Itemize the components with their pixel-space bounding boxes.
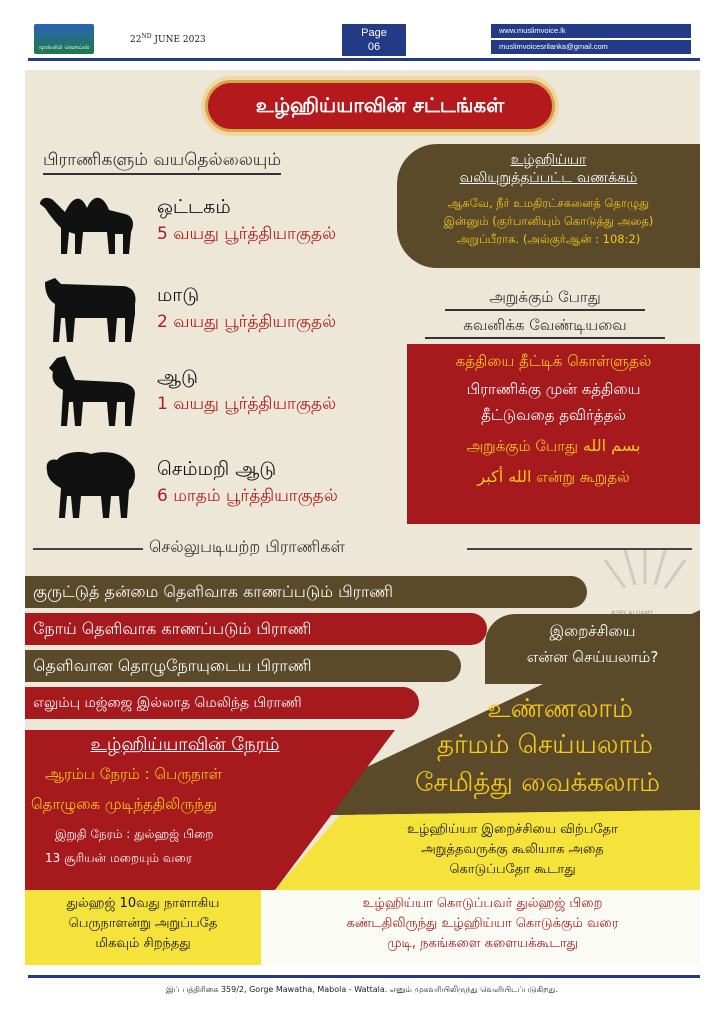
slaughter-line-5 [407,467,700,488]
newspaper-logo [34,24,94,54]
divider-left [33,548,143,550]
arabic-bismillah: بسم الله [582,436,641,455]
page-number: 06 [367,41,381,53]
invalid-item: நோய் தெளிவாக காணப்படும் பிராணி [25,613,487,645]
issue-date [130,33,206,45]
hair-line-1: உழ்ஹிய்யா கொடுப்பவர் துல்ஹஜ் பிறை [362,896,603,911]
hair-panel [265,896,700,952]
goat-icon [45,354,141,428]
animal-goat [35,352,405,432]
time-end-1: இறுதி நேரம் : துல்ஹஜ் பிறை [55,827,214,841]
watermark-logo [605,548,685,588]
hair-line-3: முடி, நகங்களை களையக்கூடாது [387,936,578,951]
poster [25,70,700,965]
slaughter-heading-2: கவனிக்க வேண்டியவை [425,316,665,339]
slaughter-heading-1: அறுக்கும் போது [445,288,645,311]
sell-line-2: அறுத்தவருக்கு கூலியாக அதை [421,842,604,857]
footer-rule [28,975,700,978]
invalid-heading: செல்லுபடியற்ற பிராணிகள் [149,537,345,556]
slaughter-line-2: பிராணிக்கு முன் கத்தியை [466,380,641,398]
time-heading: உழ்ஹிய்யாவின் நேரம் [90,734,280,755]
invalid-item: குருட்டுத் தன்மை தெளிவாக காணப்படும் பிராணி [25,576,587,608]
meat-question-1: இறைச்சியை [549,622,636,640]
meat-answer-1: உண்ணலாம் [487,694,633,724]
date-suffix: ND [141,33,152,40]
worship-line-3: அறுப்பீராக. (அல்குர்ஆன் : 108:2) [456,232,641,246]
best-line-3: மிகவும் சிறந்தது [95,936,191,951]
contact-info [491,24,691,56]
animal-age: 6 மாதம் பூர்த்தியாகுதல் [157,486,338,506]
email-link[interactable]: muslimvoicesrilanka@gmail.com [491,40,691,54]
header-rule [28,58,700,61]
invalid-item: தெளிவான தொழுநோயுடைய பிராணி [25,650,461,682]
cow-icon [41,274,139,344]
sell-line-1: உழ்ஹிய்யா இறைச்சியை விற்பதோ [407,822,618,837]
website-link[interactable]: www.muslimvoice.lk [491,24,691,38]
worship-line-2: இன்னும் (குர்பானியும் கொடுத்து அதை) [443,214,654,228]
page-number-box [342,24,406,56]
meat-question-box [485,614,700,684]
meat-answer-3: சேமித்து வைக்கலாம் [414,768,661,798]
best-line-1: துல்ஹஜ் 10வது நாளாகிய [66,896,220,911]
slaughter-box [407,344,700,524]
animal-name: ஆடு [157,366,198,388]
worship-box [397,144,700,268]
sell-line-3: கொடுப்பதோ கூடாது [449,862,576,877]
worship-heading-1: உழ்ஹிய்யா [510,152,587,168]
slaughter-line-4a: அறுக்கும் போது [466,437,579,455]
sell-panel [325,822,700,878]
sheep-icon [41,448,141,520]
poster-title: உழ்ஹிய்யாவின் சட்டங்கள் [205,80,555,132]
time-panel [25,734,345,867]
invalid-item: எலும்பு மஜ்ஜை இல்லாத மெலிந்த பிராணி [25,687,419,719]
time-end-2: 13 சூரியன் மறையும் வரை [45,851,192,865]
time-start-1: ஆரம்ப நேரம் : பெருநாள் [45,765,223,783]
worship-line-1: ஆகவே, நீர் உமதிரட்சகனைத் தொழுது [447,196,650,210]
hair-line-2: கண்டதிலிருந்து உழ்ஹிய்யா கொடுக்கும் வரை [346,916,619,931]
slaughter-line-1: கத்தியை தீட்டிக் கொள்ளுதல் [455,352,652,370]
slaughter-line-4 [407,436,700,457]
animal-name: ஒட்டகம் [157,196,231,218]
best-day-panel [25,896,261,952]
page-header [0,0,724,60]
meat-answer-2: தர்மம் செய்யலாம் [437,730,653,760]
animal-sheep [35,444,405,524]
slaughter-line-5b: என்று கூறுதல் [536,468,630,486]
divider-right [467,548,692,550]
camel-icon [35,186,143,256]
animal-age: 5 வயது பூர்த்தியாகுதல் [157,224,337,244]
animal-name: மாடு [157,284,200,306]
animals-heading: பிராணிகளும் வயதெல்லையும் [43,150,281,175]
slaughter-line-3: தீட்டுவதை தவிர்த்தல் [481,406,626,424]
logo-text: முஸ்லிம் வொய்ஸ் [38,44,90,51]
meat-question-2: என்ன செய்யலாம்? [526,648,659,666]
date-day: 22 [130,35,142,45]
animal-name: செம்மறி ஆடு [157,458,277,480]
time-start-2: தொழுகை முடிந்ததிலிருந்து [31,795,217,813]
best-line-2: பெருநாளன்று அறுப்பதே [68,916,218,931]
worship-heading-2: வலியுறுத்தப்பட்ட வணக்கம் [459,170,638,186]
page-label: Page [361,27,387,39]
animal-cow [35,270,405,350]
animal-camel [35,182,405,262]
animal-age: 2 வயது பூர்த்தியாகுதல் [157,312,337,332]
arabic-takbir: الله أكبر [477,467,532,486]
footer-text: இப் பத்திரிகை 359/2, Gorge Mawatha, Mabola - Wattala. எனும் முகவரியிலிருந்து வெளியிடப்படுகிறது. [165,985,559,994]
animal-age: 1 வயது பூர்த்தியாகுதல் [157,394,337,414]
date-rest: JUNE 2023 [151,35,206,45]
